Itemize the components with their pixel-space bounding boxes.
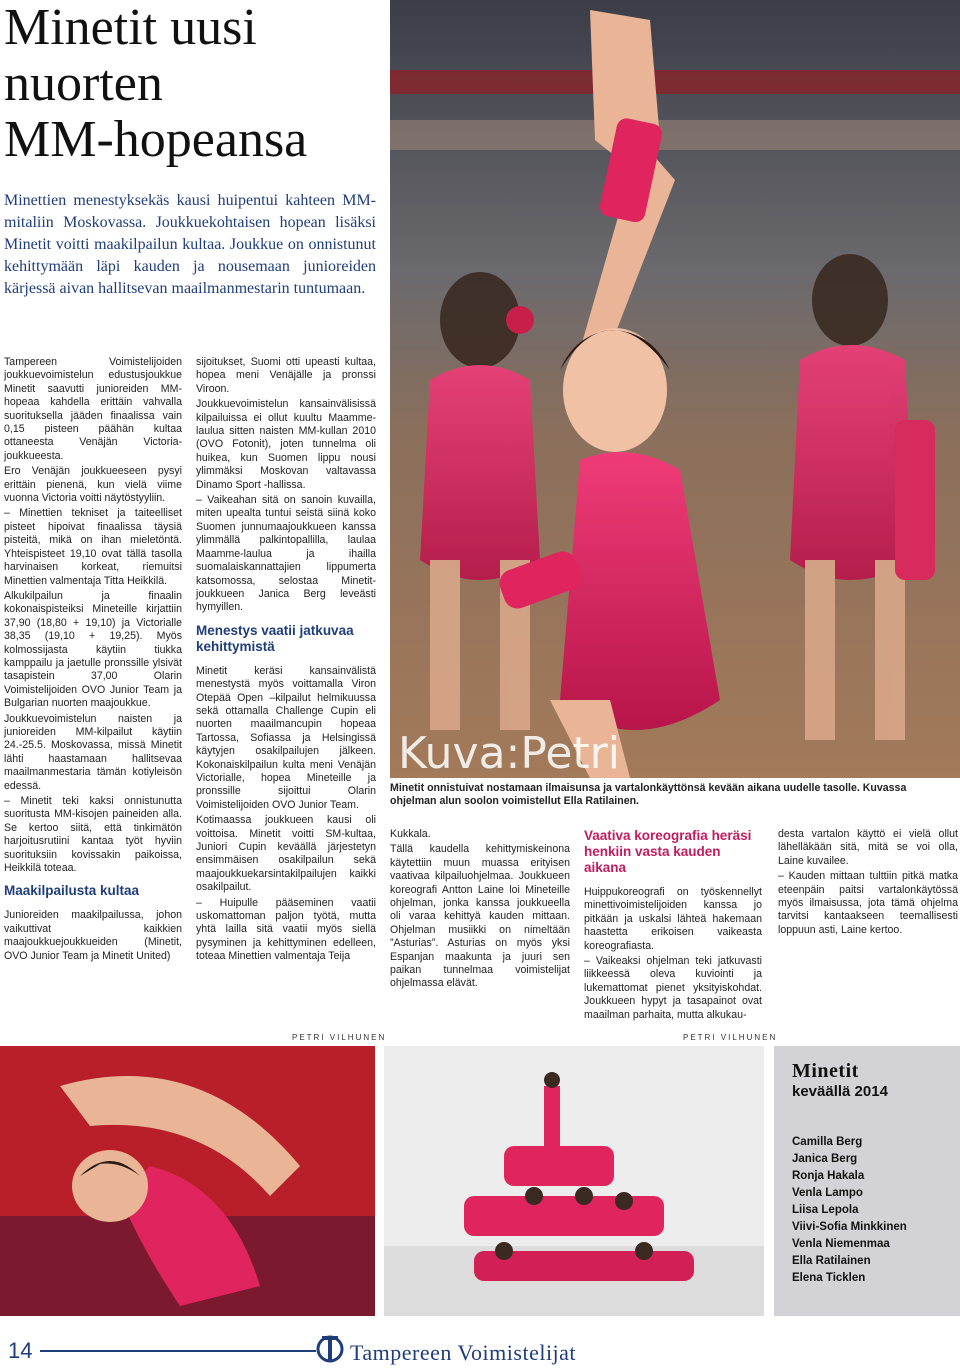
paragraph: – Huipulle pääseminen vaatii uskomattoman paljon työtä, mutta yhtä lailla sitä vaatii myös siellä pysyminen ja kehittyminen edelleen, toteaa Minettien valmentaja Teija [196, 896, 376, 963]
roster-name: Ronja Hakala [792, 1170, 865, 1182]
paragraph: Joukkuevoimistelun naisten ja junioreiden MM-kilpailut käytiin 24.-25.5. Moskovassa, missä Minetit lähti haastamaan hallitsevaa maailmanmestaria tämän kotiyleisön edessä. [4, 712, 182, 792]
roster-name: Janica Berg [792, 1153, 858, 1165]
paragraph: – Minetit teki kaksi onnistunutta suoritusta MM-kisojen paineiden alla. Se kertoo siitä, että tinkimätön harjoitusrutiini kantaa työt hyviin suorituksiin kovissakin paikoissa, Heikkilä toteaa. [4, 795, 182, 875]
paragraph: Tampereen Voimistelijoiden joukkuevoimistelun edustusjoukkue Minetit saavutti junioreiden MM-hopeaa kahdella erittäin vahvalla suorituksella jääden finaalissa vain 0,15 pisteen päähän kultaa ottaneesta Venäjän Victoria-joukkueesta. [4, 356, 182, 462]
main-photo [390, 0, 960, 778]
gymnast-photo-illustration [390, 0, 960, 778]
roster-name: Elena Ticklen [792, 1272, 866, 1284]
gymnast-backbend-illustration [0, 1046, 375, 1316]
roster-name: Viivi-Sofia Minkkinen [792, 1221, 907, 1233]
paragraph: Tällä kaudella kehittymiskeinona käytettiin muun muassa erityisen vaativaa kilpailuohjelmaa. Joukkueen koreografi Antton Laine loi Mineteille ohjelman, jonka kanssa joukkueella oli varaa kehittyä kauden mittaan. Ohjelman musiikki on nimeltään ”Asturias”. Asturias on myös yksi Espanjan maakunta ja juuri sen paikan tunnelmaa voimistelijat ohjelmassa elävät. [390, 843, 570, 990]
roster-name: Venla Niemenmaa [792, 1238, 890, 1250]
roster-title: Minetit [792, 1060, 859, 1082]
section-heading: Menestys vaatii jatkuvaa kehittymistä [196, 622, 354, 654]
paragraph: – Vaikeaksi ohjelman teki jatkuvasti liikkeessä oleva kuviointi ja lukemattomat pienet yksityiskohdat. Joukkueen hypyt ja tasapainot ovat maailman parhaita, mutta alkukau- [584, 955, 762, 1021]
photo-watermark: Kuva:Petri [398, 728, 620, 778]
team-pose-photo [384, 1046, 764, 1316]
paragraph: Junioreiden maakilpailussa, johon vaikuttivat kaikkien maajoukkuejoukkueiden (Minetit, OVO Junior Team ja Minetit United) [4, 909, 182, 962]
column-3 [390, 828, 570, 993]
roster-name: Liisa Lepola [792, 1204, 859, 1216]
page-footer [0, 1326, 960, 1368]
photo-caption: Minetit onnistuivat nostamaan ilmaisunsa ja vartalonkäyttönsä kevään aikana uudelle tasolle. Kuvassa ohjelman alun soolon voimistellut Ella Ratilainen. [390, 782, 907, 807]
column-1 [4, 356, 182, 965]
photo-credit: PETRI VILHUNEN [292, 1033, 387, 1042]
title-line-1: Minetit uusi [4, 0, 257, 56]
gymnast-backbend-photo [0, 1046, 375, 1316]
roster-subtitle: keväällä 2014 [792, 1083, 888, 1100]
paragraph: – Minettien tekniset ja taiteelliset pisteet hipoivat finaalissa täysiä pisteitä, mikä on ihan mieletöntä. Yhteispisteet 19,10 ovat tällä tasolla harvinaisen korkeat, riemuitsi Minettien valmentaja Titta Heikkilä. [4, 507, 182, 587]
section-heading: Vaativa koreografia heräsi henkiin vasta kauden aikana [584, 828, 752, 875]
brand-name: Tampereen Voimistelijat [350, 1340, 577, 1365]
team-pose-illustration [384, 1046, 764, 1316]
page-number: 14 [8, 1338, 33, 1363]
footer-divider [40, 1350, 316, 1352]
column-2 [196, 356, 376, 966]
paragraph: Alkukilpailun ja finaalin kokonaispisteiksi Mineteille kirjattiin 37,90 (18,80 + 19,10) ja Victorialle 38,35 (19,10 + 19,25). Myös kolmossijasta käytiin tiukka kamppailu ja jaetulle pronssille ylsivät tasapistein 37,00 Olarin Voimistelijoiden OVO Junior Team ja Bulgarian nuorten maajoukkue. [4, 589, 182, 710]
paragraph: Joukkuevoimistelun kansainvälisissä kilpailuissa ei ollut kuultu Maamme-laulua sitten naisten MM-kullan 2010 (OVO Fotonit), joten tunnelma oli huikea, kun Suomen lippu nousi ylimmäksi Moskovan valtavassa Dinamo Sport -hallissa. [196, 398, 376, 491]
paragraph: Kukkala. [390, 828, 431, 840]
title-line-2: nuorten [4, 55, 163, 112]
page-title [4, 0, 384, 168]
paragraph: desta vartalon käyttö ei vielä ollut lähelläkään sitä, mitä se voi olla, Laine kuvailee. [778, 828, 958, 867]
roster-name: Venla Lampo [792, 1187, 863, 1199]
section-heading: Maakilpailusta kultaa [4, 883, 140, 899]
roster-name: Ella Ratilainen [792, 1255, 871, 1267]
paragraph: Kotimaassa joukkueen kausi oli voittoisa. Minetit voitti SM-kultaa, Juniori Cupin keväällä järjestetyn ensimmäisen osakilpailun sekä maajoukkuekarsintakilpailujen kaikki osakilpailut. [196, 814, 376, 894]
paragraph: – Vaikeahan sitä on sanoin kuvailla, miten upealta tuntui seistä siinä koko Suomen junnumaajoukkueen kanssa ylimmällä palkintopallilla, laulaa Maamme-laulua ja ihailla suomalaiskannattajien lippumerta katsomossa, selostaa Minetit-joukkueen Janica Berg leveästi hymyillen. [196, 494, 376, 614]
column-4 [584, 828, 762, 1024]
paragraph: Huippukoreografi on työskennellyt minettivoimistelijoiden kanssa jo pitkään ja uskalsi lähteä hakemaan haastetta erikoisen vaikeasta koreografiasta. [584, 886, 762, 952]
lede: Minettien menestyksekäs kausi huipentui kahteen MM-mitaliin Moskovassa. Joukkuekohtaisen hopean lisäksi Minetit voitti maakilpailun kultaa. Joukkue on onnistunut kehittymään läpi kauden ja nousemaan junioreiden kärjessä aivan hallitsevan maailmanmestarin tuntumaan. [4, 192, 376, 297]
club-logo-icon [316, 1332, 344, 1366]
roster-box [774, 1046, 960, 1316]
column-5 [778, 828, 958, 939]
roster-name: Camilla Berg [792, 1136, 863, 1148]
paragraph: Minetit keräsi kansainvälistä menestystä myös voittamalla Viron Otepää Open –kilpailut helmikuussa sekä ottamalla Challenge Cupin eli nuorten maailmancupin hopeaa Tartossa, Sofiassa ja Helsingissä käytyjen osakilpailujen jälkeen. Kokonaiskilpailun kulta meni Venäjän Victorialle, hopea Mineteille ja pronssille sijoittui Olarin Voimistelijoiden OVO Junior Team. [196, 664, 376, 811]
photo-credit: PETRI VILHUNEN [683, 1033, 778, 1042]
title-line-3: MM-hopeansa [4, 111, 308, 168]
paragraph: Ero Venäjän joukkueeseen pysyi erittäin pienenä, kun vielä viime vuonna Victoria voitti näytöstyyliin. [4, 465, 182, 505]
paragraph: sijoitukset, Suomi otti upeasti kultaa, hopea meni Venäjälle ja pronssi Viroon. [196, 356, 376, 395]
paragraph: – Kauden mittaan tulttiin pitkä matka eteenpäin paitsi vartalonkäytössä myös ilmaisussa, jota tämä ohjelma tarvitsi kantaakseen teemallisesti loppuun asti, Laine kertoo. [778, 870, 958, 936]
